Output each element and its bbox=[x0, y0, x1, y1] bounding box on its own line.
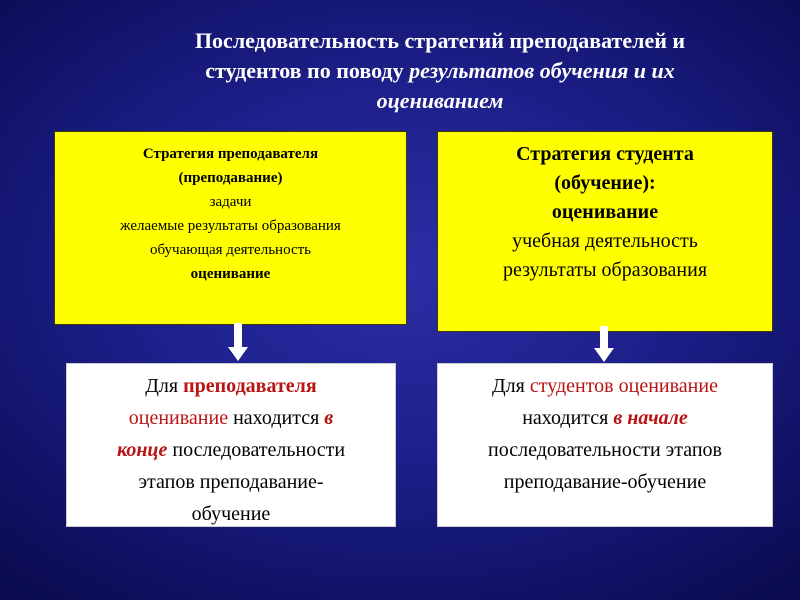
student-strategy-item-activity: учебная деятельность bbox=[512, 230, 698, 252]
teacher-result-text-teacher: преподавателя bbox=[183, 375, 317, 397]
student-result-line-4: преподавание-обучение bbox=[503, 471, 707, 493]
student-result-line-3: последовательности этапов bbox=[488, 439, 722, 461]
teacher-result-line-5: обучение bbox=[191, 503, 271, 525]
student-strategy-item-assessment: оценивание bbox=[551, 201, 659, 223]
teacher-result-text-assessment: оценивание bbox=[128, 407, 229, 429]
student-strategy-heading: Стратегия студента bbox=[516, 143, 694, 165]
teacher-result-text-at: в bbox=[324, 407, 334, 429]
down-arrow-icon-left bbox=[228, 323, 248, 363]
student-result-line-2 bbox=[438, 402, 772, 434]
teacher-strategy-heading: Стратегия преподавателя bbox=[142, 146, 319, 162]
student-result-text-for: Для bbox=[492, 375, 530, 397]
teacher-strategy-item-tasks: задачи bbox=[209, 194, 252, 210]
teacher-result-box bbox=[66, 363, 396, 527]
student-result-text-is: находится bbox=[522, 407, 614, 429]
teacher-strategy-item-outcomes: желаемые результаты образования bbox=[120, 218, 341, 234]
teacher-result-text-sequence: последовательности bbox=[167, 439, 346, 461]
student-strategy-box bbox=[437, 131, 773, 332]
teacher-result-text-is: находится bbox=[228, 407, 325, 429]
title-line-2 bbox=[110, 56, 770, 86]
slide-title bbox=[110, 26, 770, 116]
teacher-result-text-for: Для bbox=[145, 375, 184, 397]
student-result-text-students: студентов оценивание bbox=[529, 375, 718, 397]
teacher-strategy-box bbox=[54, 131, 407, 325]
title-line-1: Последовательность стратегий преподавателей и bbox=[194, 28, 686, 53]
student-strategy-subheading: (обучение): bbox=[554, 172, 656, 194]
teacher-strategy-subheading: (преподавание) bbox=[178, 170, 283, 186]
student-result-text-beginning: в начале bbox=[613, 407, 688, 429]
teacher-result-text-end: конце bbox=[116, 439, 168, 461]
teacher-strategy-item-assessment: оценивание bbox=[190, 266, 271, 282]
teacher-result-line-3 bbox=[67, 434, 395, 466]
student-strategy-item-outcomes: результаты образования bbox=[502, 259, 708, 281]
teacher-strategy-item-activity: обучающая деятельность bbox=[149, 242, 311, 258]
title-line-2-plain: студентов по поводу bbox=[205, 58, 410, 83]
teacher-result-line-4: этапов преподавание- bbox=[138, 471, 324, 493]
teacher-result-line-1 bbox=[67, 370, 395, 402]
student-result-line-1 bbox=[438, 370, 772, 402]
teacher-result-line-2 bbox=[67, 402, 395, 434]
down-arrow-icon-right bbox=[594, 326, 614, 366]
title-line-3: оцениванием bbox=[376, 88, 504, 113]
title-line-2-italic: результатов обучения и их bbox=[409, 58, 675, 83]
student-result-box bbox=[437, 363, 773, 527]
